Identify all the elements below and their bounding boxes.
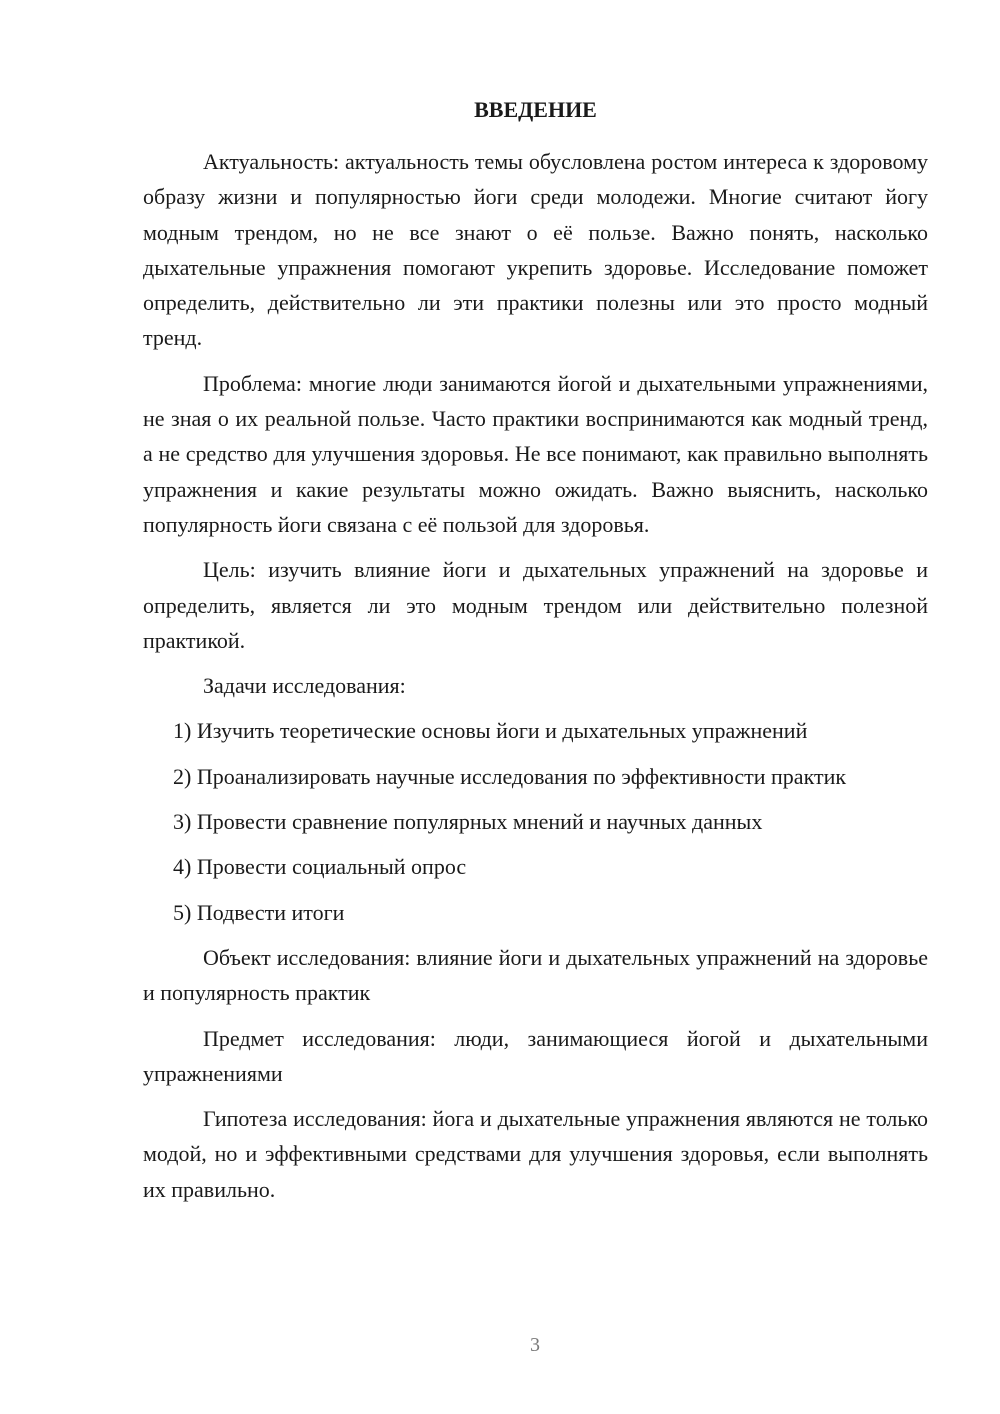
paragraph-relevance: Актуальность: актуальность темы обусловлена ростом интереса к здоровому образу жизни и популярностью йоги среди молодежи. Многие считают йогу модным трендом, но не все знают о её пользе. Важно понять, насколько дыхательные упражнения помогают укрепить здоровье. Исследование поможет определить, действительно ли эти практики полезны или это просто модный тренд. bbox=[143, 149, 928, 351]
paragraph-hypothesis: Гипотеза исследования: йога и дыхательные упражнения являются не только модой, но и эффективными средствами для улучшения здоровья, если выполнять их правильно. bbox=[143, 1106, 928, 1202]
paragraph-goal: Цель: изучить влияние йоги и дыхательных упражнений на здоровье и определить, является ли это модным трендом или действительно полезной практикой. bbox=[143, 557, 928, 653]
task-item: 5) Подвести итоги bbox=[173, 899, 345, 925]
paragraph-problem: Проблема: многие люди занимаются йогой и дыхательными упражнениями, не зная о их реальной пользе. Часто практики воспринимаются как модный тренд, а не средство для улучшения здоровья. Не все понимают, как правильно выполнять упражнения и какие результаты можно ожидать. Важно выяснить, насколько популярность йоги связана с её пользой для здоровья. bbox=[143, 370, 928, 537]
task-item: 2) Проанализировать научные исследования по эффективности практик bbox=[173, 763, 847, 789]
document-page bbox=[143, 92, 928, 1217]
tasks-list bbox=[143, 713, 928, 929]
section-title: ВВЕДЕНИЕ bbox=[474, 97, 597, 122]
paragraph-object: Объект исследования: влияние йоги и дыхательных упражнений на здоровье и популярность практик bbox=[143, 944, 928, 1006]
task-item: 1) Изучить теоретические основы йоги и дыхательных упражнений bbox=[173, 718, 808, 744]
task-item: 3) Провести сравнение популярных мнений и научных данных bbox=[173, 809, 763, 835]
task-item: 4) Провести социальный опрос bbox=[173, 854, 467, 880]
page-number: 3 bbox=[530, 1334, 540, 1356]
paragraph-subject: Предмет исследования: люди, занимающиеся йогой и дыхательными упражнениями bbox=[143, 1025, 928, 1086]
tasks-heading: Задачи исследования: bbox=[203, 673, 406, 699]
